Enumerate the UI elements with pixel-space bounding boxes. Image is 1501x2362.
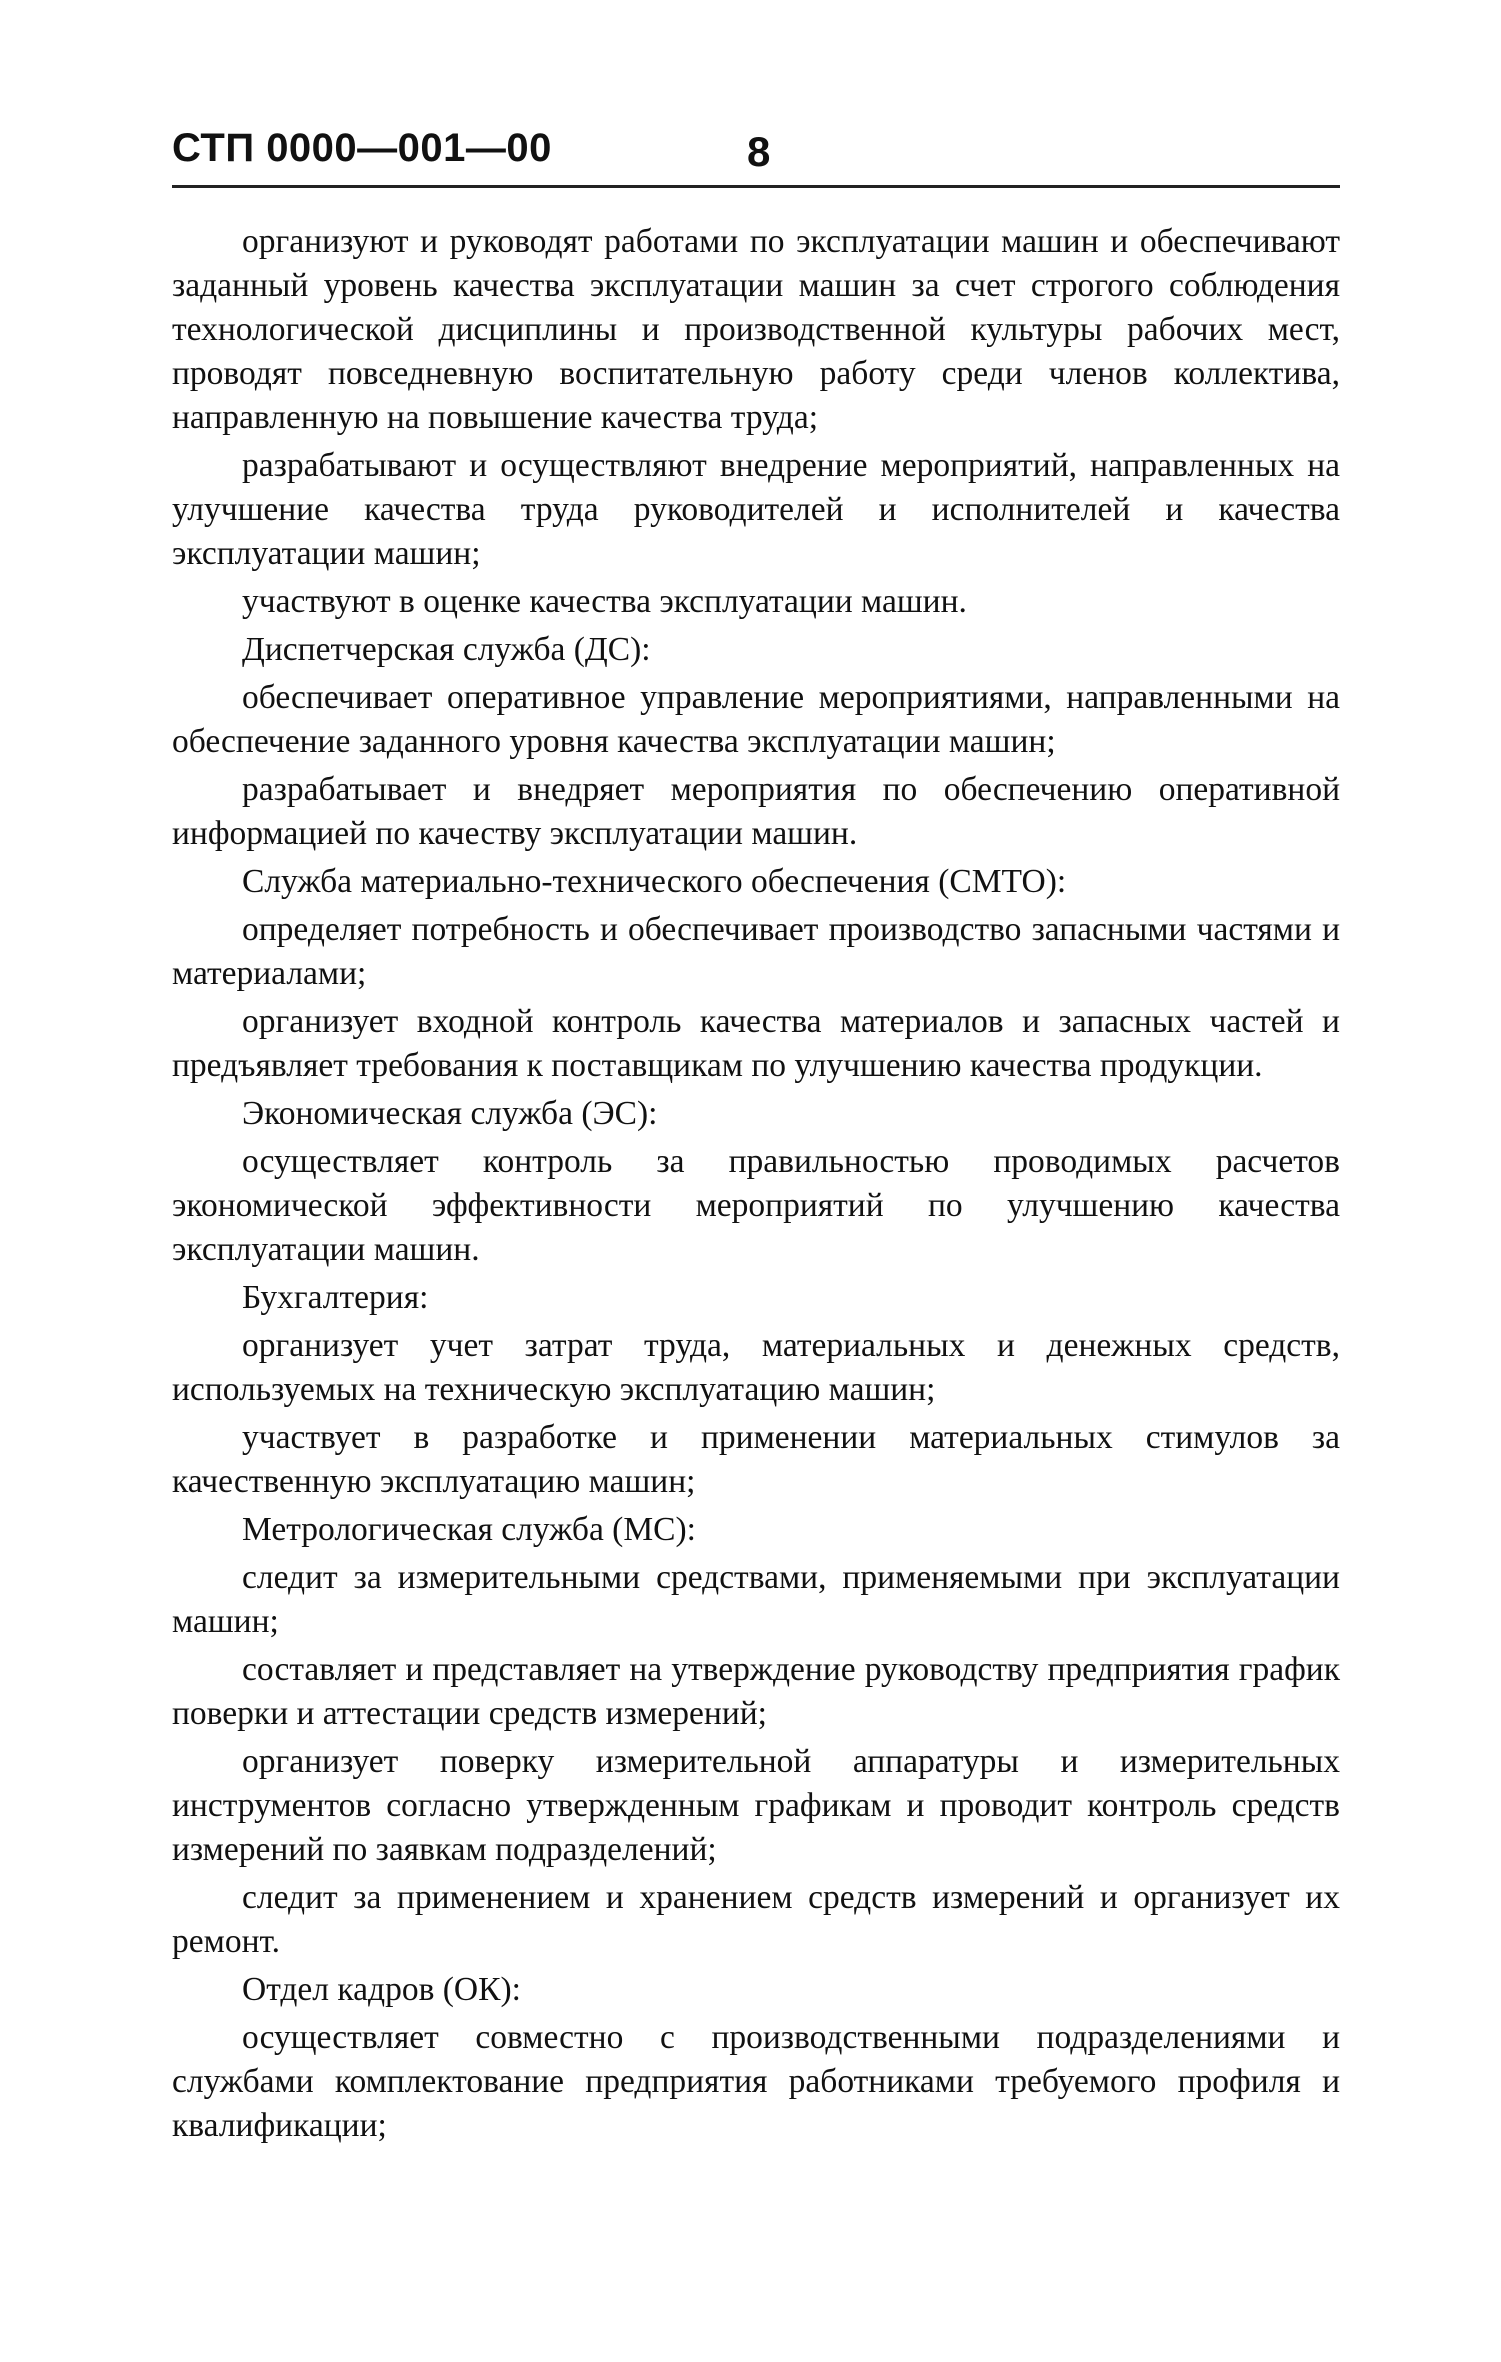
section-heading-ok: Отдел кадров (ОК):	[242, 1971, 521, 2008]
document-code: СТП 0000—001—00	[172, 126, 552, 170]
paragraph: следит за применением и хранением средств измерений и организует их ремонт.	[172, 1879, 1340, 1960]
section-heading-ms: Метрологическая служба (МС):	[242, 1511, 696, 1548]
paragraph: определяет потребность и обеспечивает производство запасными частями и материалами;	[172, 911, 1340, 992]
page-number: 8	[747, 128, 771, 175]
section-heading-smto: Служба материально-технического обеспечения (СМТО):	[242, 863, 1067, 900]
section-heading-es: Экономическая служба (ЭС):	[242, 1095, 658, 1132]
paragraph: организует поверку измерительной аппаратуры и измерительных инструментов согласно утвержденным графикам и проводит контроль средств измерений по заявкам подразделений;	[172, 1743, 1340, 1868]
paragraph: организуют и руководят работами по эксплуатации машин и обеспечивают заданный уровень качества эксплуатации машин за счет строгого соблюдения технологической дисциплины и производственной культуры рабочих мест, проводят повседневную воспитательную работу среди членов коллектива, направленную на повышение качества труда;	[172, 223, 1340, 436]
paragraph: организует учет затрат труда, материальных и денежных средств, используемых на техническую эксплуатацию машин;	[172, 1327, 1340, 1408]
paragraph: обеспечивает оперативное управление мероприятиями, направленными на обеспечение заданного уровня качества эксплуатации машин;	[172, 679, 1340, 760]
paragraph: участвует в разработке и применении материальных стимулов за качественную эксплуатацию машин;	[172, 1419, 1340, 1500]
header-rule	[172, 185, 1340, 188]
paragraph: осуществляет контроль за правильностью проводимых расчетов экономической эффективности мероприятий по улучшению качества эксплуатации машин.	[172, 1143, 1340, 1268]
paragraph: осуществляет совместно с производственными подразделениями и службами комплектование предприятия работниками требуемого профиля и квалификации;	[172, 2019, 1340, 2144]
paragraph: организует входной контроль качества материалов и запасных частей и предъявляет требования к поставщикам по улучшению качества продукции.	[172, 1003, 1340, 1084]
paragraph: участвуют в оценке качества эксплуатации машин.	[242, 583, 967, 620]
page-header	[172, 118, 1340, 188]
paragraph: следит за измерительными средствами, применяемыми при эксплуатации машин;	[172, 1559, 1340, 1640]
section-heading-ds: Диспетчерская служба (ДС):	[242, 631, 651, 668]
section-heading-accounting: Бухгалтерия:	[242, 1279, 429, 1316]
paragraph: разрабатывает и внедряет мероприятия по обеспечению оперативной информацией по качеству эксплуатации машин.	[172, 771, 1340, 852]
body-text	[172, 220, 1340, 2152]
paragraph: разрабатывают и осуществляют внедрение мероприятий, направленных на улучшение качества труда руководителей и исполнителей и качества эксплуатации машин;	[172, 447, 1340, 572]
paragraph: составляет и представляет на утверждение руководству предприятия график поверки и аттестации средств измерений;	[172, 1651, 1340, 1732]
